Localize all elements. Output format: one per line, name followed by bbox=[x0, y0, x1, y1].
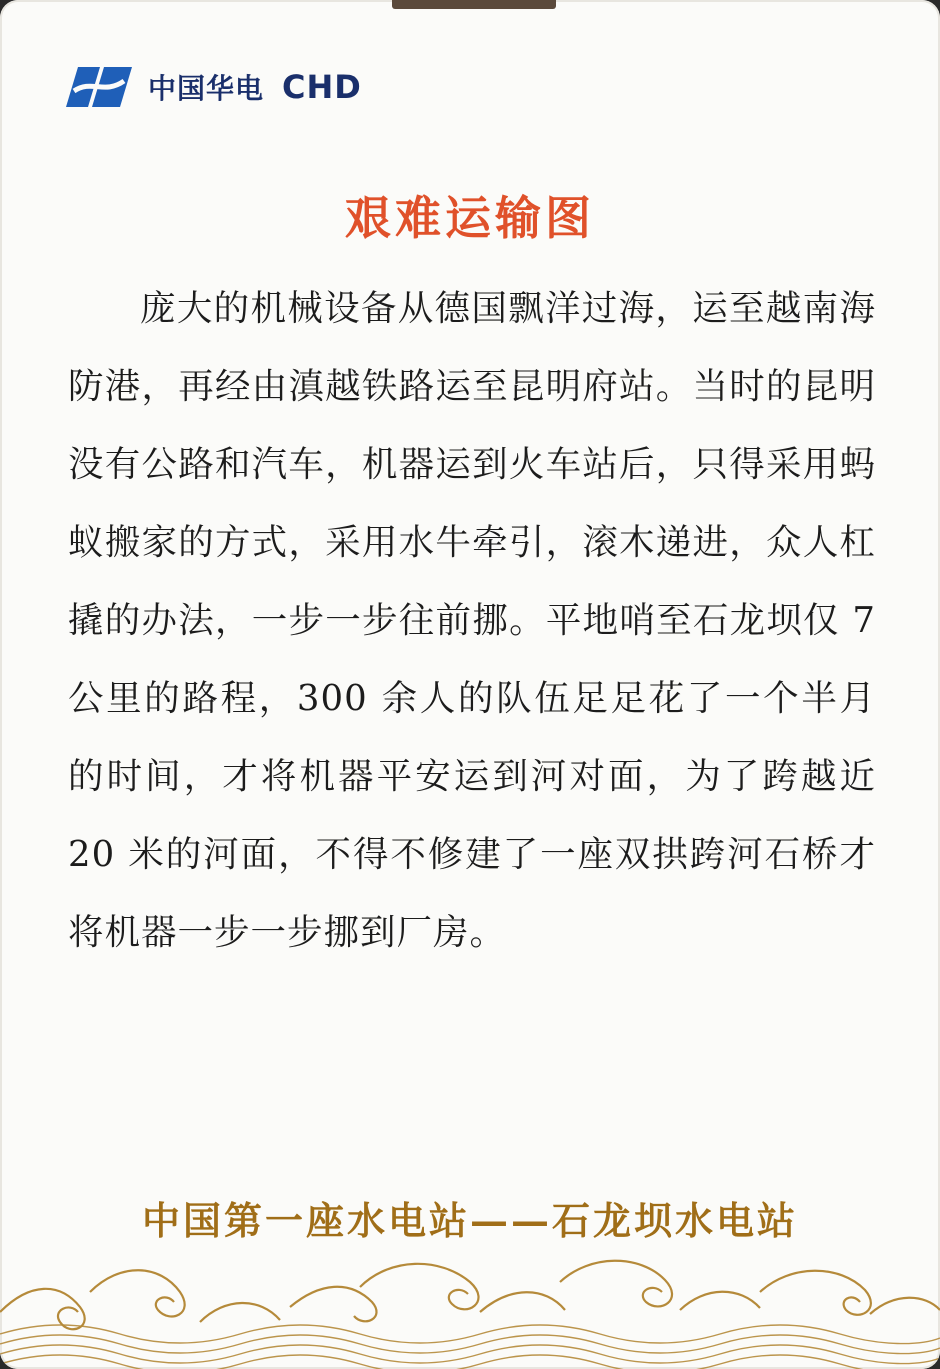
body-paragraph: 庞大的机械设备从德国飘洋过海，运至越南海防港，再经由滇越铁路运至昆明府站。当时的昆明没有公路和汽车，机器运到火车站后，只得采用蚂蚁搬家的方式，采用水牛牵引，滚木递进，众人杠撬的办法，一步一步往前挪。平地哨至石龙坝仅 7 公里的路程，300 余人的队伍足足花了一个半月的时间，才将机器平安运到河对面，为了跨越近 20 米的河面，不得不修建了一座双拱跨河石桥才将机器一步一步挪到厂房。 bbox=[68, 288, 876, 953]
company-name-en: CHD bbox=[282, 68, 362, 106]
chd-logo-icon bbox=[64, 65, 134, 109]
footer-caption: 中国第一座水电站——石龙坝水电站 bbox=[141, 1198, 798, 1243]
company-name-cn: 中国华电 bbox=[148, 72, 265, 105]
company-logo bbox=[64, 64, 362, 110]
wave-pattern-icon bbox=[0, 1252, 940, 1369]
page-title: 艰难运输图 bbox=[345, 191, 595, 245]
card-hole-notch bbox=[392, 0, 556, 9]
